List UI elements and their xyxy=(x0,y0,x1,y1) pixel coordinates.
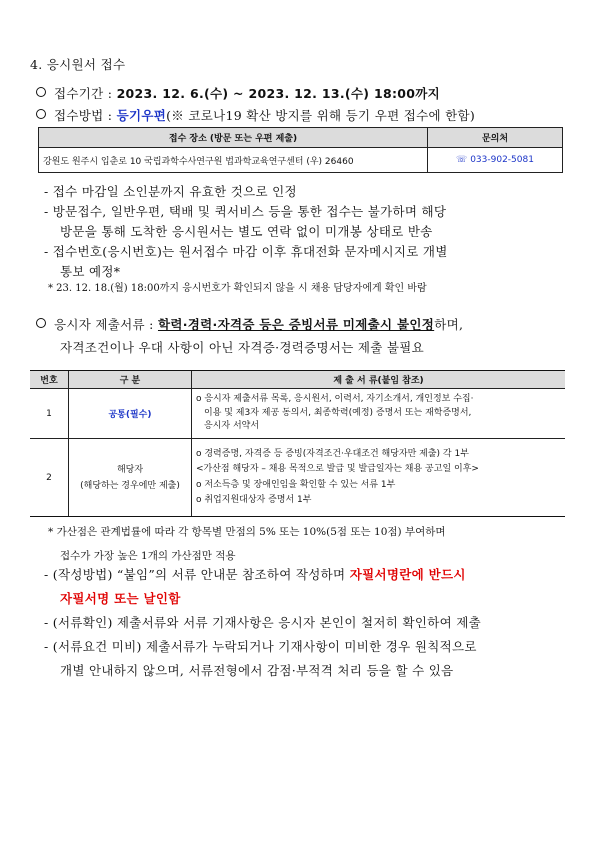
place-header: 접수 장소 (방문 또는 우편 제출) xyxy=(39,128,428,148)
bottom-notes xyxy=(44,563,481,683)
phone-number[interactable]: 033-902-5081 xyxy=(470,155,534,165)
place-table xyxy=(38,127,563,173)
notes-list xyxy=(44,182,448,282)
bottom-item: 자필서명 또는 날인함 xyxy=(60,591,181,606)
docs-table xyxy=(30,370,565,517)
method-line: 접수방법 : 등기우편(※ 코로나19 확산 방지를 위해 등기 우편 접수에 한함) xyxy=(36,106,475,124)
contact-cell xyxy=(428,148,563,173)
method-note: (※ 코로나19 확산 방지를 위해 등기 우편 접수에 한함) xyxy=(166,108,476,123)
note-item: - 방문접수, 일반우편, 택배 및 퀵서비스 등을 통한 접수는 불가하며 해당 xyxy=(44,204,447,219)
method-value: 등기우편 xyxy=(116,108,167,123)
col-category: 구 분 xyxy=(69,371,192,389)
docs-bold: 학력·경력·자격증 등은 증빙서류 미제출시 불인정 xyxy=(157,317,435,332)
col-documents: 제 출 서 류(붙임 참조) xyxy=(192,371,566,389)
bottom-item: 개별 안내하지 않으며, 서류전형에서 감점·부적격 처리 등을 할 수 있음 xyxy=(60,663,454,678)
row-documents: o 응시자 제출서류 목록, 응시원서, 이력서, 자기소개서, 개인정보 수집· 이용 및 제3자 제공 동의서, 최종학력(예정) 증명서 또는 재학증명서, 응시자 서약서 xyxy=(192,389,566,439)
circle-bullet-icon xyxy=(36,87,46,97)
circle-bullet-icon xyxy=(36,109,46,119)
bottom-item: - (작성방법) “붙임”의 서류 안내문 참조하여 작성하며 자필서명란에 반드시 xyxy=(44,567,466,582)
phone-icon: ☏ xyxy=(456,155,468,165)
circle-bullet-icon xyxy=(36,318,46,328)
note-item: - 접수번호(응시번호)는 원서접수 마감 이후 휴대전화 문자메시지로 개별 xyxy=(44,244,448,259)
note-item: 통보 예정* xyxy=(60,264,121,279)
period-value: 2023. 12. 6.(수) ~ 2023. 12. 13.(수) 18:00까지 xyxy=(116,86,440,101)
row-category: 공통(필수) xyxy=(69,389,192,439)
row-number: 1 xyxy=(30,389,69,439)
row-documents: o 경력증명, 자격증 등 증빙(자격조건·우대조건 해당자만 제출) 각 1부 <가산점 해당자 – 채용 목적으로 발급 및 발급일자는 채용 공고일 이후> o 저소득층 및 장애인임을 확인할 수 있는 서류 1부 o 취업지원대상자 증명서 1부 xyxy=(192,439,566,517)
star-note-2: * 가산점은 관계법률에 따라 각 항목별 만점의 5% 또는 10%(5점 또는 10점) 부여하며 접수가 가장 높은 1개의 가산점만 적용 xyxy=(48,526,446,562)
contact-header: 문의처 xyxy=(428,128,563,148)
col-number: 번호 xyxy=(30,371,69,389)
bottom-item: - (서류요건 미비) 제출서류가 누락되거나 기재사항이 미비한 경우 원칙적으로 xyxy=(44,639,477,654)
docs-line: 응시자 제출서류 : 학력·경력·자격증 등은 증빙서류 미제출시 불인정하며, xyxy=(36,315,463,333)
note-item: - 접수 마감일 소인분까지 유효한 것으로 인정 xyxy=(44,184,297,199)
docs-line2: 자격조건이나 우대 사항이 아닌 자격증·경력증명서는 제출 불필요 xyxy=(60,340,425,355)
section-heading: 4. 응시원서 접수 xyxy=(30,57,126,72)
row-category: 해당자 (해당하는 경우에만 제출) xyxy=(69,439,192,517)
row-number: 2 xyxy=(30,439,69,517)
place-address: 강원도 원주시 입춘로 10 국립과학수사연구원 법과학교육연구센터 (우) 26460 xyxy=(39,148,428,173)
note-item: 방문을 통해 도착한 응시원서는 별도 연락 없이 미개봉 상태로 반송 xyxy=(60,224,433,239)
bottom-item: - (서류확인) 제출서류와 서류 기재사항은 응시자 본인이 철저히 확인하여 제출 xyxy=(44,615,481,630)
period-line: 접수기간 : 2023. 12. 6.(수) ~ 2023. 12. 13.(수) 18:00까지 xyxy=(36,84,440,102)
star-note-1: * 23. 12. 18.(월) 18:00까지 응시번호가 확인되지 않을 시 채용 담당자에게 확인 바람 xyxy=(48,283,427,294)
